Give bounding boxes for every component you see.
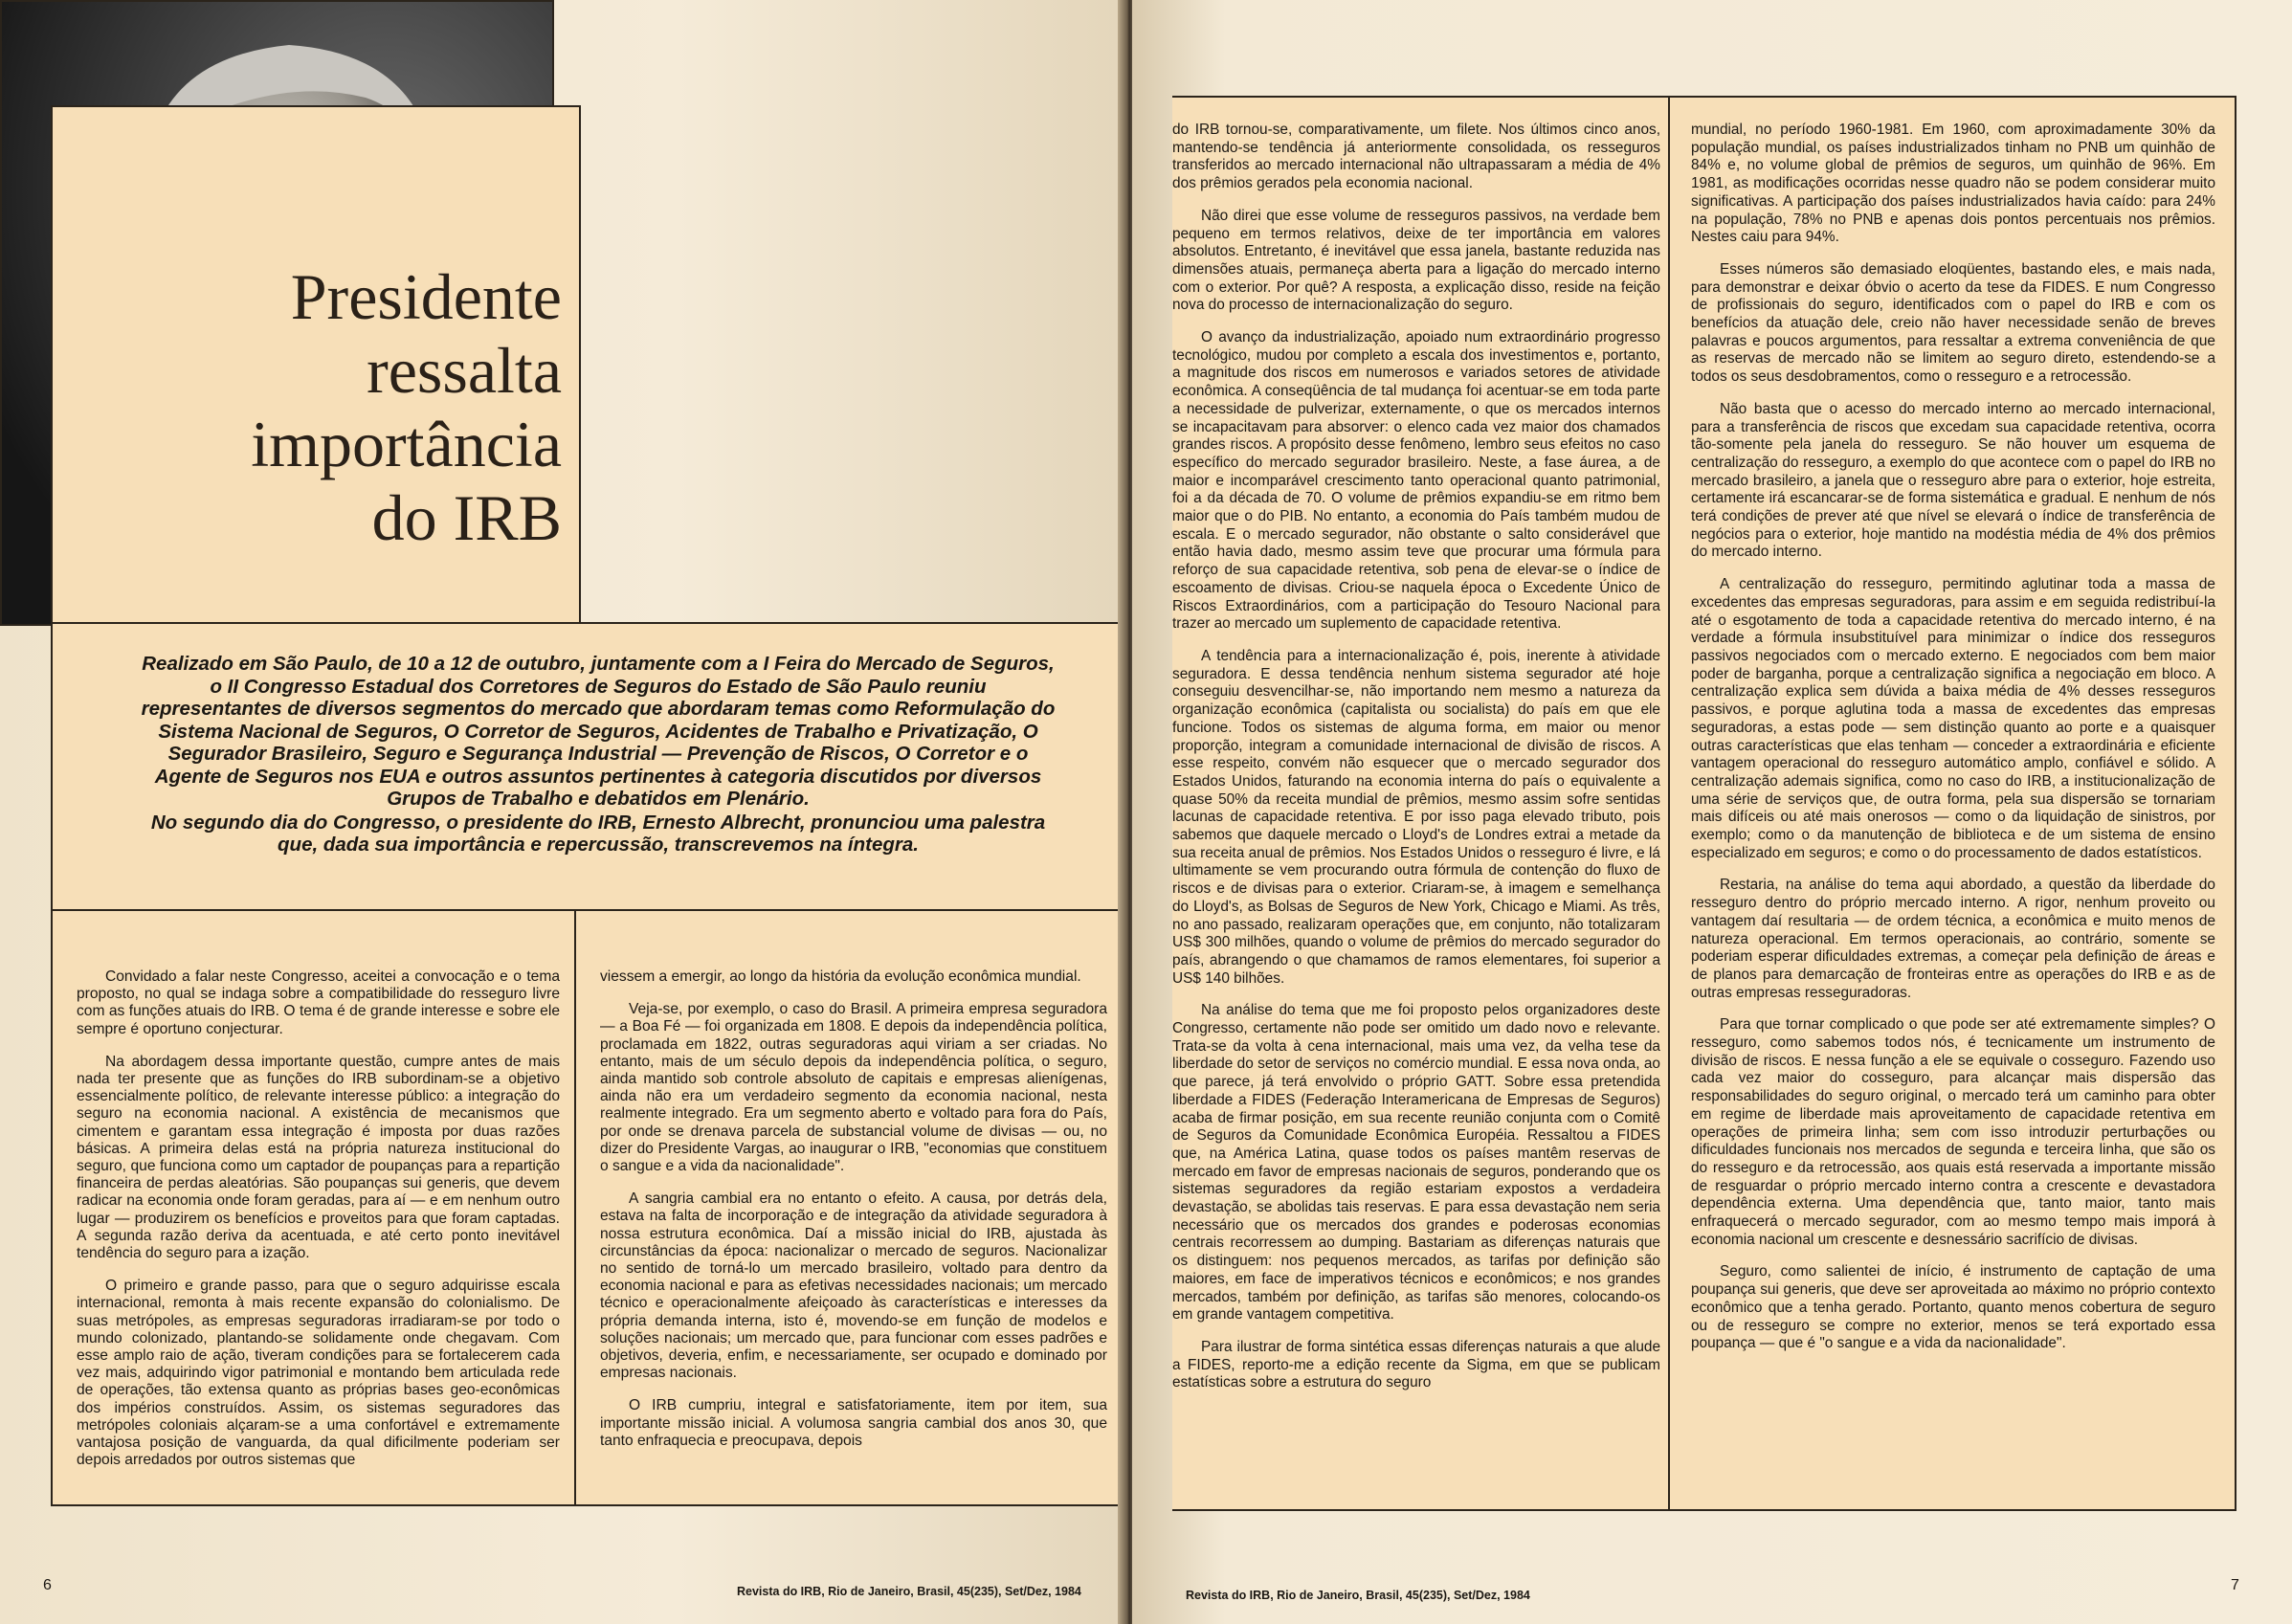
paragraph: viessem a emergir, ao longo da história da evolução econômica mundial. <box>600 968 1081 985</box>
paragraph: Restaria, na análise do tema aqui abordado, a questão da liberdade do resseguro dentro do próprio mercado interno. A rigor, nenhum proveito ou vantagem daí resultaria — de ordem técnica, a econômica e muito menos de natureza operacional. Em termos operacionais, ao contrário, somente se poderiam esperar dificuldades extremas, a começar pela definição de áreas e de planos para demarcação de fronteiras entre as operações do IRB e as de outras empresas resseguradoras. <box>1691 877 2215 1001</box>
body-text <box>1172 122 1660 1407</box>
paragraph: Veja-se, por exemplo, o caso do Brasil. A primeira empresa seguradora — a Boa Fé — foi organizada em 1808. E depois da independência política, proclamada em 1822, outras seguradoras aqui viriam a ser criadas. No entanto, mais de um século depois da independência política, o seguro, ainda mantido sob controle absoluto de capitais e empresas alienígenas, ainda não era um verdadeiro segmento da economia nacional, nesta realmente integrado. Era um segmento aberto e voltado para fora do País, por onde se drenava parcela de substancial volume de divisas — ou, no dizer do Presidente Vargas, ao inaugurar o IRB, "economias que constituem o sangue e a vida da nacionalidade". <box>600 1001 1107 1175</box>
intro-text <box>139 653 1057 857</box>
paragraph: Convidado a falar neste Congresso, aceitei a convocação e o tema proposto, no qual se indaga sobre a compatibilidade do resseguro livre com as funções atuais do IRB. O tema é de grande interesse e sobre ele sempre é oportuno conjecturar. <box>77 968 560 1037</box>
paragraph: Não direi que esse volume de resseguros passivos, na verdade bem pequeno em termos relativos, deixe de ter importância em valores absolutos. Entretanto, é inevitável que essa janela, bastante reduzida nas dimensões atuais, permaneça aberta para a ligação do mercado interno com o exterior. Por quê? A resposta, a explicação disso, reside na feição nova do processo de internacionalização do seguro. <box>1172 207 1660 314</box>
page-right <box>1132 0 2292 1624</box>
left-column-1 <box>51 909 581 1506</box>
right-column-1 <box>1172 96 1672 1511</box>
paragraph: Para ilustrar de forma sintética essas diferenças naturais a que alude a FIDES, reporto-me a edição recente da Sigma, em que se publicam estatísticas sobre a estrutura do seguro <box>1172 1339 1660 1391</box>
paragraph: A tendência para a internacionalização é, pois, inerente à atividade seguradora. E dessa tendência nenhum sistema segurador até hoje conseguiu desvencilhar-se, não importando nem mesmo a natureza da organização econômica (capitalista ou socialista) do país em que ele funcione. Todos os sistemas de alguma forma, em maior ou menor proporção, integram a comunidade internacional de divisão de riscos. A esse respeito, convém não esquecer que o mercado segurador dos Estados Unidos, faturando na economia interna do país o equivalente a quase 50% da receita mundial de prêmios, mesmo assim sofre sentidas lacunas de capacidade retentiva. E por isso paga elevado tributo, pois sabemos que daquele mercado o Lloyd's de Londres extrai a metade da sua receita anual de prêmios. Nos Estados Unidos o resseguro é livre, e lá ultimamente se vem procurando outra fórmula de contenção do fluxo de riscos e de divisas para o exterior. Criaram-se, à imagem e semelhança do Lloyd's, as Bolsas de Seguros de New York, Chicago e Miami. As três, no ano passado, realizaram operações que, em conjunto, não totalizaram US$ 300 milhões, quando o volume de prêmios do mercado segurador do país, abrangendo o que chamamos de ramos elementares, foi superior a US$ 140 bilhões. <box>1172 647 1660 987</box>
left-column-2 <box>574 909 1128 1506</box>
intro-box <box>51 622 1128 913</box>
paragraph: Seguro, como salientei de início, é instrumento de captação de uma poupança sui generis, que deve ser aproveitada ao máximo no próprio contexto econômico que a tenha gerado. Portanto, quanto menos cobertura de seguro ou de resseguro se compre no exterior, menos se terá exportado essa poupança — que é "o sangue e a vida da nacionalidade". <box>1691 1263 2215 1352</box>
page-number: 7 <box>2231 1577 2239 1593</box>
page-left <box>0 0 1124 1624</box>
paragraph: Na análise do tema que me foi proposto pelos organizadores deste Congresso, certamente não pode ser omitido um dado novo e relevante. Trata-se da volta à cena internacional, mais uma vez, da velha tese da liberdade do setor de serviços no comércio mundial. E essa nova onda, ao que parece, já terá envolvido o próprio GATT. Sobre essa pretendida liberdade a FIDES (Federação Interamericana de Empresas de Seguros) acaba de firmar posição, em sua recente reunião conjunta com o Comitê de Seguros da Comunidade Econômica Européia. Ressaltou a FIDES que, na América Latina, quase todos os países mantêm reservas de mercado em favor de empresas nacionais de seguros, ponderando que os sistemas seguradores da região estariam expostos a verdadeira devastação, se abolidas tais reservas. E para essa devastação nem seria necessário que os mercados dos grandes e poderosas economias centrais recorressem ao dumping. Bastariam as diferenças naturais que os distinguem: nos pequenos mercados, as tarifas por definição são maiores, em face de imperativos técnicos e econômicos; e nos grandes mercados, também por definição, as tarifas são menores, colocando-os em grande vantagem competitiva. <box>1172 1002 1660 1324</box>
paragraph: mundial, no período 1960-1981. Em 1960, com aproximadamente 30% da população mundial, os países industrializados tinham no PNB um quinhão de 84% e, no volume global de prêmios de seguros, um quinhão de 96%. Em 1981, as modificações ocorridas nesse quadro não se podem considerar muito significativas. A participação dos países industrializados havia caído: para 24% na população, 78% no PNB e apenas dois pontos percentuais nos prêmios. Nestes caiu para 94%. <box>1691 122 2215 246</box>
paragraph: Na abordagem dessa importante questão, cumpre antes de mais nada ter presente que as funções do IRB subordinam-se a objetivo essencialmente político, de relevante interesse público: a integração do seguro na economia nacional. A existência de mecanismos que cimentem e garantam essa integração é imposta por duas razões básicas. A primeira delas está na própria natureza institucional do seguro, que funciona como um captador de poupanças para a repartição financeira de perdas aleatórias. São poupanças sui generis, que devem radicar na economia onde foram geradas, para aí — e em nenhum outro lugar — produzirem os benefícios e proveitos para que foram captadas. A segunda razão deriva da acentuada, e até certo ponto inevitável tendência do seguro para a ização. <box>77 1053 560 1262</box>
footer-citation: Revista do IRB, Rio de Janeiro, Brasil, 45(235), Set/Dez, 1984 <box>1186 1589 1530 1602</box>
paragraph: O primeiro e grande passo, para que o seguro adquirisse escala internacional, remonta à mais recente expansão do colonialismo. De suas metrópoles, as empresas seguradoras irradiaram-se por todo o mundo colonizado, plantando-se solidamente onde chegavam. Com esse amplo raio de ação, tiveram condições para se fortalecerem cada vez mais, adquirindo vigor patrimonial e montando bem articulada rede de operações, tão extensa quanto as próprias bases geo-econômicas dos impérios construídos. Assim, os sistemas seguradores das metrópoles coloniais alçaram-se a uma confortável e extremamente vantajosa posição de vanguarda, da qual dificilmente poderiam ser depois arredados por outros sistemas que <box>77 1278 560 1469</box>
paragraph: O IRB cumpriu, integral e satisfatoriamente, item por item, sua importante missão inicial. A volumosa sangria cambial dos anos 30, que tanto enfraquecia e preocupava, depois <box>600 1397 1107 1449</box>
footer-citation: Revista do IRB, Rio de Janeiro, Brasil, 45(235), Set/Dez, 1984 <box>737 1585 1081 1598</box>
paragraph: A centralização do resseguro, permitindo aglutinar toda a massa de excedentes das empresas seguradoras, para assim e em seguida redistribuí-la até o esgotamento de toda a capacidade retentiva do mercado interno, é na verdade a fórmula insubstituível para minimizar o índice dos resseguros passivos negociados com o mercado externo. E negociados com bem maior poder de barganha, porque a centralização significa a negociação em bloco. A centralização explica sem dúvida a baixa média de 4% desses resseguros passivos, e porque aglutina toda a massa de excedentes das empresas seguradoras, a estas pode — sem distinção quanto ao porte e a quaisquer outras características que elas tenham — conceder a extraordinária e eficiente vantagem operacional do resseguro automático amplo, confiável e sólido. A centralização ademais significa, como no caso do IRB, a institucionalização de uma série de serviços que, de outra forma, pela sua dispersão se tornariam mais difíceis ou até mais onerosos — como o da liquidação de sinistros, por exemplo; como o da manutenção de biblioteca e de um sistema de ensino especializado em seguros; e como o do processamento de dados estatísticos. <box>1691 576 2215 861</box>
paragraph: Esses números são demasiado eloqüentes, bastando eles, e mais nada, para demonstrar e deixar óbvio o acerto da tese da FIDES. E num Congresso de profissionais do seguro, identificados com o papel do IRB e com os benefícios da atuação dele, creio não haver necessidade senão de breves palavras e poucos argumentos, para ressaltar a extrema conveniência de que as reservas de mercado não se limitem ao seguro direto, estendendo-se a todos os seus desdobramentos, como o resseguro e a retrocessão. <box>1691 260 2215 386</box>
body-text <box>77 968 560 1484</box>
body-text <box>1691 122 2215 1368</box>
intro-paragraph-1: Realizado em São Paulo, de 10 a 12 de outubro, juntamente com a I Feira do Mercado de Seguros, o II Congresso Estadual dos Corretores de Seguros do Estado de São Paulo reuniu representantes de diversos segmentos do mercado que abordaram temas como Reformulação do Sistema Nacional de Seguros, O Corretor de Seguros, Acidentes de Trabalho e Privatização, O Segurador Brasileiro, Seguro e Segurança Industrial — Prevenção de Riscos, O Corretor e o Agente de Seguros nos EUA e outros assuntos pertinentes à categoria discutidos por diversos Grupos de Trabalho e debatidos em Plenário. <box>141 653 1056 810</box>
paragraph: Para que tornar complicado o que pode ser até extremamente simples? O resseguro, como sabemos todos nós, é tecnicamente um instrumento de divisão de riscos. E nessa função a ele se equivale o cosseguro. Fazendo uso cada vez maior do cosseguro, para alcançar mais dispersão das responsabilidades do seguro original, o mercado terá um caminho para obter em regime de liberdade mais aproveitamento de capacidade retentiva em operações de primeira linha; sem com isso introduzir perturbações ou dificuldades funcionais nos mercados de segunda e terceira linha, que são os do resseguro e da retrocessão, aos quais está reservada a importante missão de resguardar o próprio mercado interno contra a crescente e devastadora dependência externa. Uma dependência que, tanto maior, tanto mais enfraquecerá o mercado segurador, com ao mesmo tempo mais imporá à economia nacional um crescente e desnessário sacrifício de divisas. <box>1691 1016 2215 1248</box>
paragraph: O avanço da industrialização, apoiado num extraordinário progresso tecnológico, mudou por completo a escala dos investimentos e, portanto, a magnitude dos riscos em numerosos e variados setores de atividade econômica. A conseqüência de tal mudança foi acentuar-se em toda parte a necessidade de pulverizar, externamente, o que os mercados internos se incapacitavam para absorver: o elenco cada vez maior dos chamados grandes riscos. A propósito desse fenômeno, lembro seus efeitos no caso específico do mercado segurador brasileiro. Neste, a fase áurea, a de maior e incomparável crescimento tanto operacional quanto patrimonial, foi a da década de 70. O volume de prêmios expandiu-se em ritmo bem maior que o do PIB. No entanto, a economia do País também mudou de escala. E o mercado segurador, não obstante o salto considerável que então havia dado, mesmo assim teve que procurar uma fórmula para reforço de sua capacidade retentiva, sob pena de elevar-se o índice de escoamento de divisas. Criou-se naquela época o Excedente Único de Riscos Extraordinários, com a participação do Tesouro Nacional para trazer ao mercado um suplemento de capacidade retentiva. <box>1172 329 1660 633</box>
paragraph: A sangria cambial era no entanto o efeito. A causa, por detrás dela, estava na falta de incorporação e de integração da atividade seguradora à nossa estrutura econômica. Daí a missão inicial do IRB, ajustada às circunstâncias da época: nacionalizar o mercado de seguros. Nacionalizar no sentido de torná-lo um mercado brasileiro, voltado para dentro da economia nacional e para as efetivas necessidades nacionais; um mercado técnico e operacionalmente afeiçoado às características e interesses da própria demanda interna, isto é, movendo-se em função de modelos e soluções nacionais; um mercado que, para funcionar com esses padrões e objetivos, deveria, enfim, e necessariamente, ser ocupado e dominado por empresas nacionais. <box>600 1190 1107 1382</box>
right-column-2 <box>1668 96 2236 1511</box>
paragraph: Não basta que o acesso do mercado interno ao mercado internacional, para a transferência de riscos que excedam sua capacidade retentiva, ocorra tão-somente pela janela do resseguro. Se não houver um esquema de centralização do resseguro, a exemplo do que acontece com o papel do IRB no mercado brasileiro, a janela que o resseguro abre para o exterior, hoje estreita, certamente irá escancarar-se de forma sistemática e gradual. E nenhum de nós terá condições de prever até que nível se elevará o índice de transferência de negócios para o exterior, hoje mantido na modéstia média de 4% dos prêmios do mercado interno. <box>1691 400 2215 561</box>
intro-paragraph-2: No segundo dia do Congresso, o presidente do IRB, Ernesto Albrecht, pronunciou uma palestra que, dada sua importância e repercussão, transcrevemos na íntegra. <box>150 811 1046 856</box>
body-text <box>600 968 1107 1465</box>
paragraph: do IRB tornou-se, comparativamente, um filete. Nos últimos cinco anos, mantendo-se tendência já anteriormente consolidada, os resseguros transferidos ao mercado internacional não ultrapassaram a média de 4% dos prêmios gerados pela economia nacional. <box>1172 122 1660 192</box>
article-title: Presidente ressalta importância do IRB <box>251 260 562 554</box>
page-number: 6 <box>43 1577 52 1593</box>
title-box <box>51 105 581 626</box>
